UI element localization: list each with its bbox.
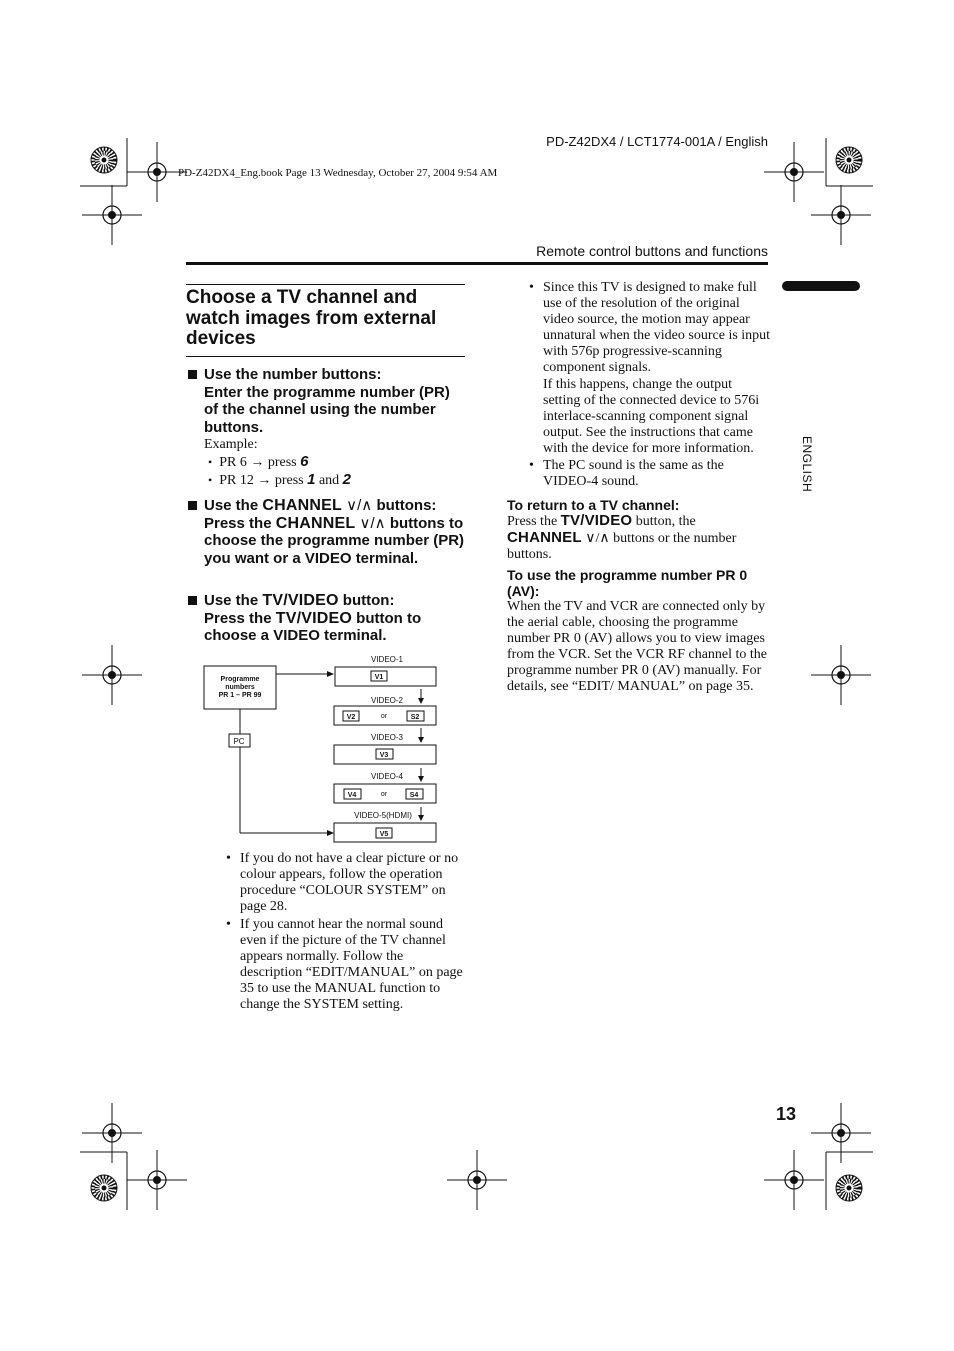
bullet-square: [188, 596, 197, 605]
section-header: Remote control buttons and functions: [536, 243, 768, 259]
svg-text:S4: S4: [409, 792, 419, 799]
svg-text:VIDEO-3: VIDEO-3: [370, 733, 404, 742]
note-sound-text: If you cannot hear the normal sound even if the picture of the TV channel appears normally. Follow the description “EDIT/MANUAL” on page 35 to use the MANUAL function to change the SYSTEM setting.: [240, 917, 463, 1013]
note-pc-sound-text: The PC sound is the same as the VIDEO-4 sound.: [543, 458, 724, 490]
svg-text:or: or: [380, 791, 388, 798]
svg-text:or: or: [380, 713, 388, 720]
example-1: • PR 6 → press 6: [208, 453, 309, 470]
svg-text:Programme: Programme: [220, 676, 260, 683]
pr0-heading: To use the programme number PR 0 (AV):: [507, 567, 748, 599]
svg-text:S2: S2: [410, 714, 420, 721]
svg-text:numbers: numbers: [225, 684, 255, 691]
note-576p: •: [529, 280, 534, 295]
pr0-body: When the TV and VCR are connected only by the aerial cable, choosing the programme number PR 0 (AV) allows you to view images from the VCR. Set the VCR RF channel to the programme number PR 0 (AV) manually. For details, see “EDIT/ MANUAL” on page 35.: [507, 599, 768, 695]
note-sound: •: [226, 917, 231, 932]
svg-text:VIDEO-4: VIDEO-4: [370, 772, 404, 781]
note-pc-sound: •: [529, 458, 534, 473]
note-colour: •: [226, 851, 231, 866]
step1-heading: Use the number buttons: Enter the programme number (PR) of the channel using the number buttons.: [204, 366, 450, 437]
header-rule: [186, 262, 768, 265]
section-tab: [782, 281, 860, 291]
return-heading: To return to a TV channel:: [507, 497, 680, 513]
step2-heading: Use the CHANNEL ∨/∧ buttons: Press the CHANNEL ∨/∧ buttons to choose the programme number (PR) you want or a VIDEO terminal.: [204, 497, 465, 568]
note-576p-text: Since this TV is designed to make full use of the resolution of the original video source, the motion may appear unnatural when the video source is input with 576p progressive-scanning component signals. If this happens, change the output setting of the connected device to 576i interlace-scanning component signal output. See the instructions that came with the device for more information.: [543, 280, 771, 456]
svg-text:PR 1 – PR 99: PR 1 – PR 99: [218, 692, 262, 699]
bullet-square: [188, 501, 197, 510]
svg-text:V5: V5: [379, 831, 389, 838]
page-title: Choose a TV channel and watch images from external devices: [186, 287, 437, 349]
document-id: PD-Z42DX4 / LCT1774-001A / English: [546, 134, 768, 149]
svg-text:PC: PC: [233, 737, 245, 746]
video1-box: [335, 667, 436, 686]
example-label: Example:: [204, 437, 258, 452]
note-colour-text: If you do not have a clear picture or no colour appears, follow the operation procedure “COLOUR SYSTEM” on page 28.: [240, 851, 459, 915]
svg-text:V4: V4: [347, 792, 357, 799]
svg-text:VIDEO-2: VIDEO-2: [370, 696, 404, 705]
example-2: • PR 12 → press 1 and 2: [208, 471, 352, 488]
svg-text:V3: V3: [379, 752, 389, 759]
svg-text:V1: V1: [374, 674, 384, 681]
input-selection-diagram: [200, 650, 445, 850]
svg-text:VIDEO-1: VIDEO-1: [370, 655, 404, 664]
svg-text:VIDEO-5(HDMI): VIDEO-5(HDMI): [354, 811, 412, 820]
page-number: 13: [775, 1104, 796, 1124]
step3-heading: Use the TV/VIDEO button: Press the TV/VIDEO button to choose a VIDEO terminal.: [204, 592, 422, 645]
svg-text:V2: V2: [346, 714, 356, 721]
bullet-square: [188, 370, 197, 379]
return-body: Press the TV/VIDEO button, the CHANNEL ∨/∧ buttons or the number buttons.: [507, 512, 737, 563]
language-tab: ENGLISH: [800, 436, 814, 493]
book-info: PD-Z42DX4_Eng.book Page 13 Wednesday, October 27, 2004 9:54 AM: [178, 167, 498, 179]
